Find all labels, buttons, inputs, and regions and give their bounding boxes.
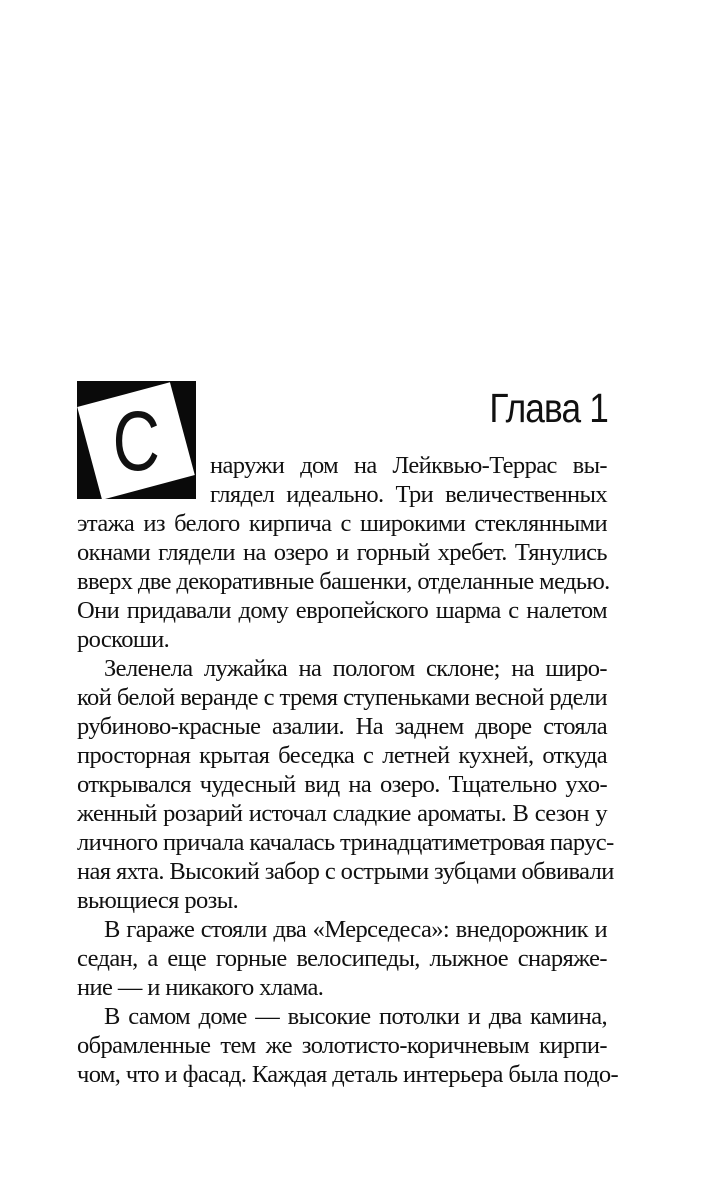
text-line: чом, что и фасад. Каждая деталь интерьера была подо- (77, 1061, 619, 1088)
text-line: открывался чудесный вид на озеро. Тщательно ухо- (77, 771, 607, 798)
text-line: вьющиеся розы. (77, 887, 239, 914)
chapter-title: Глава 1 (489, 385, 608, 431)
text-line: рубиново-красные азалии. На заднем дворе стояла (77, 713, 607, 740)
dropcap-box (77, 381, 196, 499)
text-line: женный розарий источал сладкие ароматы. В сезон у (77, 800, 607, 827)
text-line: В гараже стояли два «Мерседеса»: внедорожник и (104, 916, 607, 943)
text-line: В самом доме — высокие потолки и два камина, (104, 1003, 607, 1030)
text-line: ние — и никакого хлама. (77, 974, 324, 1001)
dropcap-tile (77, 382, 195, 499)
dropcap-letter: С (112, 394, 160, 489)
text-line: личного причала качалась тринадцатиметровая парус- (77, 829, 614, 856)
text-line: Зеленела лужайка на пологом склоне; на широ- (104, 655, 607, 682)
text-line: просторная крытая беседка с летней кухней, откуда (77, 742, 607, 769)
text-line: окнами глядели на озеро и горный хребет. Тянулись (77, 539, 607, 566)
text-line: кой белой веранде с тремя ступеньками весной рдели (77, 684, 607, 711)
text-line: ная яхта. Высокий забор с острыми зубцами обвивали (77, 858, 614, 885)
text-line: этажа из белого кирпича с широкими стеклянными (77, 510, 607, 537)
text-line: наружи дом на Лейквью-Террас вы- (210, 452, 607, 479)
text-line: обрамленные тем же золотисто-коричневым кирпи- (77, 1032, 607, 1059)
text-line: вверх две декоративные башенки, отделанные медью. (77, 568, 610, 595)
text-line: Они придавали дому европейского шарма с налетом (77, 597, 607, 624)
text-line: седан, а еще горные велосипеды, лыжное снаряже- (77, 945, 607, 972)
text-line: глядел идеально. Три величественных (210, 481, 607, 508)
text-line: роскоши. (77, 626, 170, 653)
